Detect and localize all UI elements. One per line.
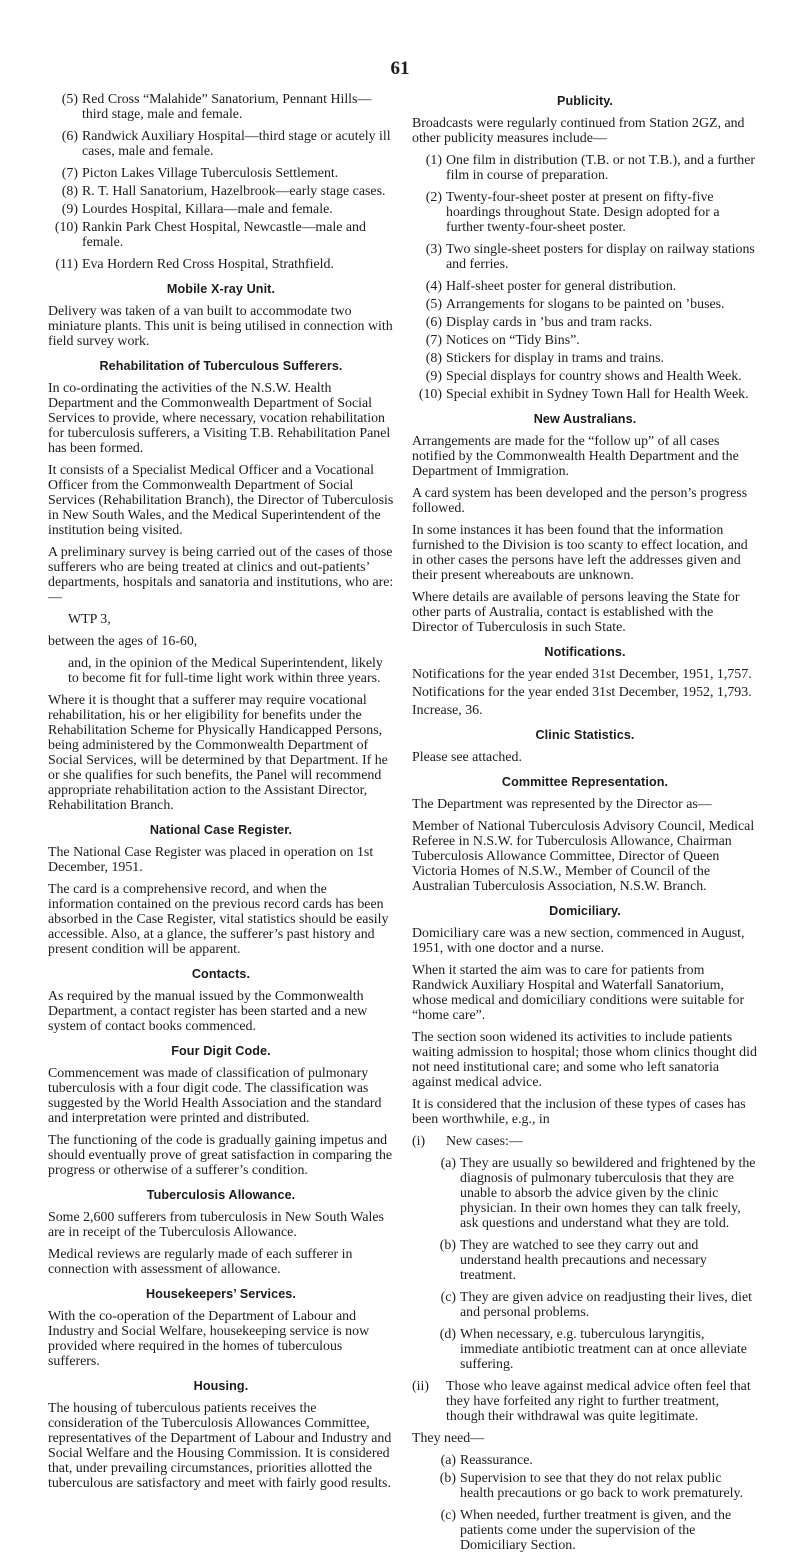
list-marker: (b) (439, 1238, 456, 1253)
list-text: They are given advice on readjusting their lives, diet and personal problems. (460, 1290, 752, 1320)
list-item (412, 1379, 758, 1424)
list-text: Lourdes Hospital, Killara—male and female. (82, 202, 333, 217)
paragraph: As required by the manual issued by the Commonwealth Department, a contact register has been started and a new system of contact books commenced. (48, 989, 368, 1034)
list-text: They are usually so bewildered and frightened by the diagnosis of pulmonary tuberculosis that they are unable to absorb the advice given by the clinic physician. In their own homes they can talk freely, ask questions and understand what they are told. (460, 1156, 756, 1231)
list-marker: (5) (425, 297, 442, 312)
section-heading-national-case-register: National Case Register. (149, 823, 293, 837)
paragraph: Some 2,600 sufferers from tuberculosis in New South Wales are in receipt of the Tuberculosis Allowance. (48, 1210, 384, 1240)
list-item (48, 166, 394, 181)
sub-list-item (412, 1508, 758, 1553)
section-heading-domiciliary: Domiciliary. (549, 904, 621, 918)
paragraph: It is considered that the inclusion of these types of cases has been worthwhile, e.g., in (412, 1097, 746, 1127)
section-heading-clinic-statistics: Clinic Statistics. (535, 728, 635, 742)
section-heading-rehabilitation: Rehabilitation of Tuberculous Sufferers. (99, 359, 343, 373)
list-marker: (6) (425, 315, 442, 330)
left-column (48, 92, 394, 1498)
list-text: New cases:— (446, 1134, 523, 1149)
paragraph: Broadcasts were regularly continued from Station 2GZ, and other publicity measures include— (412, 116, 745, 146)
list-marker: (c) (440, 1290, 456, 1305)
list-item (412, 369, 758, 384)
list-text: Special exhibit in Sydney Town Hall for Health Week. (446, 387, 749, 402)
sub-list-item (412, 1453, 758, 1468)
list-marker: (7) (61, 166, 78, 181)
paragraph: Where details are available of persons leaving the State for other parts of Australia, contact is established with the Director of Tuberculosis in such State. (412, 590, 740, 635)
list-item (412, 1134, 758, 1149)
section-heading-contacts: Contacts. (191, 967, 251, 981)
list-text: Eva Hordern Red Cross Hospital, Strathfield. (82, 257, 334, 272)
section-heading-four-digit-code: Four Digit Code. (171, 1044, 271, 1058)
list-text: One film in distribution (T.B. or not T.B.), and a further film in course of preparation. (446, 153, 756, 183)
paragraph: Delivery was taken of a van built to accommodate two miniature plants. This unit is being utilised in connection with field survey work. (48, 304, 393, 349)
right-column (412, 92, 758, 1560)
paragraph: Please see attached. (412, 750, 522, 765)
list-marker: (i) (412, 1134, 426, 1149)
sub-list-item (412, 1471, 758, 1501)
list-item (412, 333, 758, 348)
list-marker: (d) (439, 1327, 456, 1342)
list-text: Rankin Park Chest Hospital, Newcastle—male and female. (82, 220, 366, 250)
paragraph: between the ages of 16-60, (48, 634, 198, 649)
paragraph: They need— (412, 1431, 485, 1446)
list-item (412, 242, 758, 272)
paragraph: The functioning of the code is gradually gaining impetus and should eventually prove of great satisfaction in comparing the progress or otherwise of a sufferer’s condition. (48, 1133, 393, 1178)
paragraph: The section soon widened its activities to include patients waiting admission to hospital; those whom clinics thought did not need institutional care; and some who left sanatoria against medical advice. (412, 1030, 757, 1090)
list-text: When needed, further treatment is given, and the patients come under the supervision of the Domiciliary Section. (460, 1508, 732, 1553)
list-text: Twenty-four-sheet poster at present on fifty-five hoardings throughout State. Design adopted for a further twenty-four-sheet poster. (446, 190, 720, 235)
list-marker: (c) (440, 1508, 456, 1523)
list-item (48, 202, 394, 217)
section-heading-tuberculosis-allowance: Tuberculosis Allowance. (146, 1188, 296, 1202)
list-text: Supervision to see that they do not relax public health precautions or go back to work prematurely. (460, 1471, 743, 1501)
section-heading-notifications: Notifications. (544, 645, 626, 659)
list-marker: (11) (55, 257, 78, 272)
paragraph: The National Case Register was placed in operation on 1st December, 1951. (48, 845, 374, 875)
section-heading-mobile-xray: Mobile X-ray Unit. (166, 282, 276, 296)
list-marker: (2) (425, 190, 442, 205)
list-text: Half-sheet poster for general distribution. (446, 279, 677, 294)
list-marker: (9) (61, 202, 78, 217)
list-item (48, 92, 394, 122)
list-item (48, 184, 394, 199)
list-marker: (8) (425, 351, 442, 366)
list-marker: (3) (425, 242, 442, 257)
paragraph: Notifications for the year ended 31st December, 1951, 1,757. (412, 667, 752, 682)
section-heading-housing: Housing. (193, 1379, 249, 1393)
paragraph: The card is a comprehensive record, and when the information contained on the previous record cards has been absorbed in the Case Register, vital statistics should be easily accessible. Also, at a glance, the sufferer’s past history and present condition will be apparent. (48, 882, 389, 957)
paragraph: When it started the aim was to care for patients from Randwick Auxiliary Hospital and Waterfall Sanatorium, whose medical and domiciliary conditions were suitable for “home care”. (412, 963, 745, 1023)
list-item (48, 257, 394, 272)
page-number: 61 (390, 58, 410, 79)
list-text: Reassurance. (460, 1453, 533, 1468)
list-text: Arrangements for slogans to be painted on ’buses. (446, 297, 725, 312)
list-marker: (a) (440, 1156, 456, 1171)
list-text: R. T. Hall Sanatorium, Hazelbrook—early stage cases. (82, 184, 386, 199)
list-marker: (ii) (412, 1379, 429, 1394)
list-text: Stickers for display in trams and trains. (446, 351, 664, 366)
paragraph: Member of National Tuberculosis Advisory Council, Medical Referee in N.S.W. for Tuberculosis Allowance, Chairman Tuberculosis Allowance Committee, Director of Queen Victoria Homes of N.S.W., Member of Council of the Australian Tuberculosis Association, N.S.W. Branch. (412, 819, 755, 894)
list-item (412, 315, 758, 330)
list-marker: (b) (439, 1471, 456, 1486)
paragraph: It consists of a Specialist Medical Officer and a Vocational Officer from the Commonwealth Department of Social Services (Rehabilitation Branch), the Director of Tuberculosis in New South Wales, and the Medical Superintendent of the institution being visited. (48, 463, 394, 538)
list-text: They are watched to see they carry out and understand health precautions and necessary treatment. (460, 1238, 707, 1283)
paragraph: WTP 3, (68, 612, 111, 627)
list-item (412, 153, 758, 183)
paragraph: The Department was represented by the Director as— (412, 797, 712, 812)
list-marker: (8) (61, 184, 78, 199)
paragraph: Commencement was made of classification of pulmonary tuberculosis with a four digit code. The classification was suggested by the World Health Association and the standard and interpretation were printed and distributed. (48, 1066, 382, 1126)
list-text: Two single-sheet posters for display on railway stations and ferries. (446, 242, 755, 272)
section-heading-new-australians: New Australians. (533, 412, 637, 426)
section-heading-publicity: Publicity. (556, 94, 614, 108)
list-marker: (7) (425, 333, 442, 348)
list-marker: (10) (418, 387, 442, 402)
paragraph: A card system has been developed and the person’s progress followed. (412, 486, 748, 516)
paragraph: In some instances it has been found that the information furnished to the Division is too scanty to effect location, and in other cases the persons have left the addresses given and their present whereabouts are unknown. (412, 523, 748, 583)
list-item (412, 279, 758, 294)
sub-list-item (412, 1156, 758, 1231)
list-text: Randwick Auxiliary Hospital—third stage or acutely ill cases, male and female. (82, 129, 391, 159)
list-text: Red Cross “Malahide” Sanatorium, Pennant Hills—third stage, male and female. (82, 92, 372, 122)
list-text: Picton Lakes Village Tuberculosis Settlement. (82, 166, 339, 181)
sub-list-item (412, 1327, 758, 1372)
list-marker: (a) (440, 1453, 456, 1468)
paragraph: A preliminary survey is being carried out of the cases of those sufferers who are being treated at clinics and out-patients’ departments, hospitals and sanatoria and institutions, who are:— (48, 545, 394, 605)
paragraph: Increase, 36. (412, 703, 483, 718)
paragraph: With the co-operation of the Department of Labour and Industry and Social Welfare, housekeeping service is now provided where required in the homes of tuberculous sufferers. (48, 1309, 370, 1369)
paragraph: The housing of tuberculous patients receives the consideration of the Tuberculosis Allowances Committee, representatives of the Department of Labour and Industry and Social Welfare and the Housing Commission. It is considered that, under prevailing circumstances, priorities allotted the tuberculous are satisfactory and meet with fairly good results. (48, 1401, 392, 1491)
list-item (412, 297, 758, 312)
list-item (48, 220, 394, 250)
list-marker: (6) (61, 129, 78, 144)
list-marker: (1) (425, 153, 442, 168)
list-marker: (9) (425, 369, 442, 384)
list-text: When necessary, e.g. tuberculous laryngitis, immediate antibiotic treatment can at once alleviate suffering. (460, 1327, 747, 1372)
list-text: Display cards in ’bus and tram racks. (446, 315, 653, 330)
list-marker: (4) (425, 279, 442, 294)
section-heading-housekeepers-services: Housekeepers’ Services. (145, 1287, 297, 1301)
list-text: Notices on “Tidy Bins”. (446, 333, 580, 348)
list-text: Special displays for country shows and Health Week. (446, 369, 742, 384)
list-item (412, 351, 758, 366)
paragraph: Arrangements are made for the “follow up” of all cases notified by the Commonwealth Health Department and the Department of Immigration. (412, 434, 739, 479)
paragraph: and, in the opinion of the Medical Superintendent, likely to become fit for full-time light work within three years. (68, 656, 383, 686)
list-item (48, 129, 394, 159)
list-marker: (5) (61, 92, 78, 107)
sub-list-item (412, 1238, 758, 1283)
section-heading-committee-representation: Committee Representation. (501, 775, 669, 789)
list-text: Those who leave against medical advice often feel that they have forfeited any right to further treatment, though their withdrawal was quite legitimate. (446, 1379, 751, 1424)
paragraph: Medical reviews are regularly made of each sufferer in connection with assessment of allowance. (48, 1247, 353, 1277)
list-marker: (10) (54, 220, 78, 235)
list-item (412, 387, 758, 402)
paragraph: Domiciliary care was a new section, commenced in August, 1951, with one doctor and a nurse. (412, 926, 745, 956)
paragraph: In co-ordinating the activities of the N.S.W. Health Department and the Commonwealth Department of Social Services to provide, where necessary, vocation rehabilitation for tuberculosis sufferers, a Visiting T.B. Rehabilitation Panel has been formed. (48, 381, 391, 456)
sub-list-item (412, 1290, 758, 1320)
paragraph: Where it is thought that a sufferer may require vocational rehabilitation, his or her eligibility for benefits under the Rehabilitation Scheme for Physically Handicapped Persons, being administered by the Commonwealth Department of Social Services, will be determined by that Department. If he or she qualifies for such benefits, the Panel will recommend appropriate rehabilitation action to the Assistant Director, Rehabilitation Branch. (48, 693, 388, 813)
paragraph: Notifications for the year ended 31st December, 1952, 1,793. (412, 685, 752, 700)
list-item (412, 190, 758, 235)
